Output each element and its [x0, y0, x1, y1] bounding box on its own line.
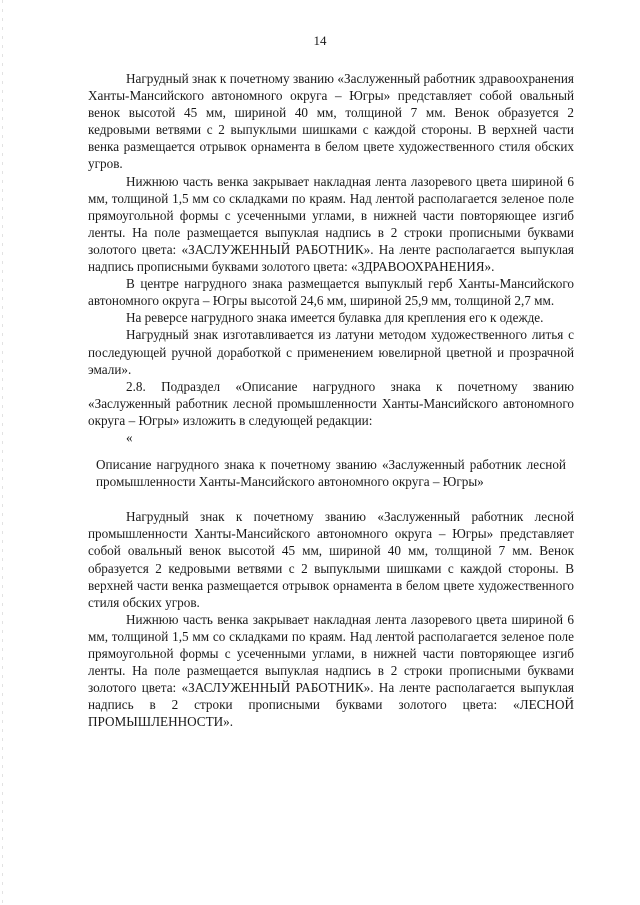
paragraph-badge-health-reverse: На реверсе нагрудного знака имеется булавка для крепления его к одежде. — [126, 310, 544, 326]
paragraph-badge-health-coat-of-arms: В центре нагрудного знака размещается выпуклый герб Ханты-Мансийского автономного округа – Югры высотой 24,6 мм, шириной 25,9 мм, толщиной 2,7 мм. — [88, 276, 574, 309]
paragraph-badge-forestry-ribbon: Нижнюю часть венка закрывает накладная лента лазоревого цвета шириной 6 мм, толщиной 1,5 мм со складками по краям. Над лентой располагается зеленое поле прямоугольной формы с усеченными углами, в нижней части повторяющее изгиб ленты. На поле размещается выпуклая надпись в 2 строки прописными буквами золотого цвета: «ЗАСЛУЖЕННЫЙ РАБОТНИК». На ленте располагается выпуклая надпись в 2 строки прописными буквами золотого цвета: «ЛЕСНОЙ ПРОМЫШЛЕННОСТИ». — [88, 611, 574, 730]
document-body — [88, 70, 574, 730]
paragraph-badge-health-ribbon: Нижнюю часть венка закрывает накладная лента лазоревого цвета шириной 6 мм, толщиной 1,5 мм со складками по краям. Над лентой располагается зеленое поле прямоугольной формы с усеченными углами, в нижней части повторяющее изгиб ленты. На поле размещается выпуклая надпись в 2 строки прописными буквами золотого цвета: «ЗАСЛУЖЕННЫЙ РАБОТНИК». На ленте располагается выпуклая надпись прописными буквами золотого цвета: «ЗДРАВООХРАНЕНИЯ». — [88, 173, 574, 275]
spacer — [88, 490, 574, 508]
paragraph-badge-health-material: Нагрудный знак изготавливается из латуни методом художественного литья с последующей ручной доработкой с применением ювелирной цветной и прозрачной эмали». — [88, 327, 574, 377]
paragraph-badge-health-description: Нагрудный знак к почетному званию «Заслуженный работник здравоохранения Ханты-Мансийского автономного округа – Югры» представляет собой овальный венок высотой 45 мм, шириной 40 мм, толщиной 7 мм. Венок образуется 2 кедровыми ветвями с 2 выпуклыми шишками с каждой стороны. В верхней части венка размещается отрывок орнамента в белом цвете художественного стиля обских угров. — [88, 71, 574, 172]
scan-edge-artifact — [2, 0, 3, 905]
quote-open-mark: « — [126, 429, 133, 445]
section-heading: Описание нагрудного знака к почетному званию «Заслуженный работник лесной промышленности Ханты-Мансийского автономного округа – Югры» — [96, 457, 566, 490]
page-number: 14 — [313, 33, 327, 48]
paragraph-badge-forestry-description: Нагрудный знак к почетному званию «Заслуженный работник лесной промышленности Ханты-Мансийского автономного округа – Югры» представляет собой овальный венок высотой 45 мм, шириной 40 мм, толщиной 7 мм. Венок образуется 2 кедровыми ветвями с 2 выпуклыми шишками с каждой стороны. В верхней части венка размещается отрывок орнамента в белом цвете художественного стиля обских угров. — [88, 509, 574, 610]
paragraph-amendment-2-8: 2.8. Подраздел «Описание нагрудного знака к почетному званию «Заслуженный работник лесной промышленности Ханты-Мансийского автономного округа – Югры» изложить в следующей редакции: — [88, 378, 574, 428]
